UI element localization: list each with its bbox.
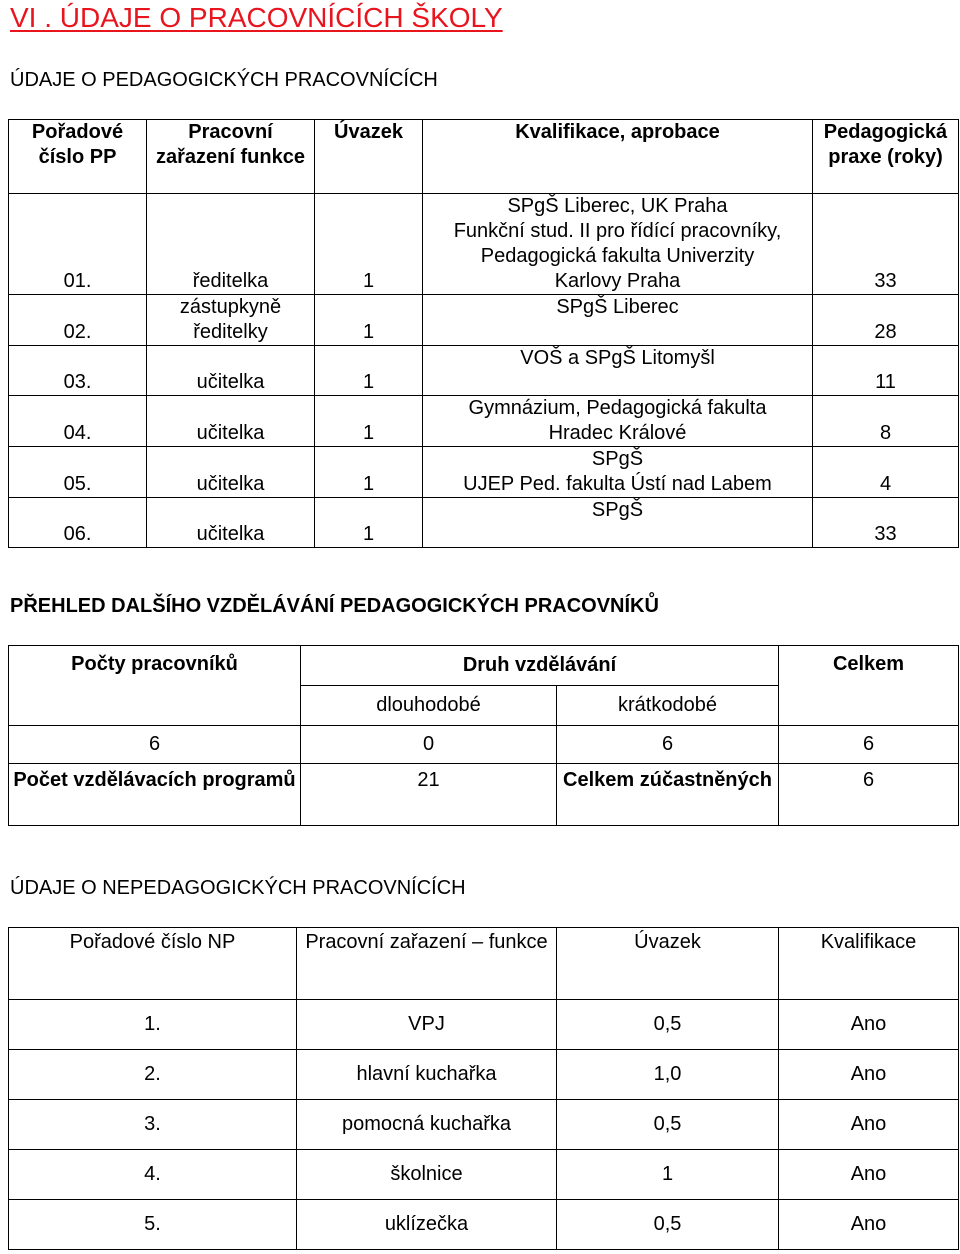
row-qualification	[423, 346, 813, 396]
row-position: učitelka	[147, 498, 315, 548]
row-qualification	[423, 498, 813, 548]
np-row-load: 0,5	[557, 1100, 779, 1150]
row-position	[147, 295, 315, 346]
table-row	[9, 194, 959, 295]
row-position: učitelka	[147, 447, 315, 498]
row-number: 02.	[9, 295, 147, 346]
np-row-qualification: Ano	[779, 1000, 959, 1050]
qualification-line: Pedagogická fakulta Univerzity	[480, 245, 755, 267]
value-long: 0	[301, 726, 557, 764]
header-load: Úvazek	[315, 120, 423, 194]
participants-value: 6	[779, 764, 959, 826]
qualification-line: SPgŠ Liberec	[556, 296, 679, 318]
np-row-load: 1,0	[557, 1050, 779, 1100]
row-number: 05.	[9, 447, 147, 498]
table-row	[9, 346, 959, 396]
row-load: 1	[315, 498, 423, 548]
np-row-number: 5.	[9, 1200, 297, 1250]
row-position: učitelka	[147, 346, 315, 396]
row-number: 06.	[9, 498, 147, 548]
np-row-number: 2.	[9, 1050, 297, 1100]
value-workers: 6	[9, 726, 301, 764]
programs-value: 21	[301, 764, 557, 826]
header-long: dlouhodobé	[301, 686, 557, 726]
np-row-load: 1	[557, 1150, 779, 1200]
header-number: Pořadové číslo PP	[9, 120, 147, 194]
non-pedagogical-table	[8, 927, 959, 1250]
header-practice: Pedagogická praxe (roky)	[813, 120, 959, 194]
pedagogical-table	[8, 119, 959, 548]
qualification-line: UJEP Ped. fakulta Ústí nad Labem	[463, 473, 772, 495]
value-short: 6	[557, 726, 779, 764]
header-position: Pracovní zařazení funkce	[147, 120, 315, 194]
row-practice: 33	[813, 194, 959, 295]
non-pedagogical-heading: ÚDAJE O NEPEDAGOGICKÝCH PRACOVNÍCÍCH	[10, 877, 466, 899]
np-header-load: Úvazek	[557, 928, 779, 1000]
page-title: VI . ÚDAJE O PRACOVNÍCÍCH ŠKOLY	[10, 2, 503, 33]
header-short: krátkodobé	[557, 686, 779, 726]
table-row	[9, 1000, 959, 1050]
qualification-line: SPgŠ	[591, 499, 644, 521]
np-row-position: uklízečka	[297, 1200, 557, 1250]
value-total: 6	[779, 726, 959, 764]
row-number: 04.	[9, 396, 147, 447]
row-practice: 4	[813, 447, 959, 498]
table-row	[9, 1200, 959, 1250]
row-qualification	[423, 396, 813, 447]
header-total: Celkem	[779, 646, 959, 726]
table-row	[9, 1150, 959, 1200]
np-header-qualification: Kvalifikace	[779, 928, 959, 1000]
row-number: 03.	[9, 346, 147, 396]
header-type: Druh vzdělávání	[301, 646, 779, 686]
header-workers: Počty pracovníků	[9, 646, 301, 726]
row-practice: 11	[813, 346, 959, 396]
np-row-qualification: Ano	[779, 1200, 959, 1250]
np-row-load: 0,5	[557, 1000, 779, 1050]
np-row-number: 3.	[9, 1100, 297, 1150]
np-row-qualification: Ano	[779, 1100, 959, 1150]
header-qualification: Kvalifikace, aprobace	[423, 120, 813, 194]
position-line: zástupkyně	[179, 296, 282, 318]
np-row-qualification: Ano	[779, 1150, 959, 1200]
row-load: 1	[315, 295, 423, 346]
table-row	[9, 1100, 959, 1150]
row-practice: 8	[813, 396, 959, 447]
qualification-line: Funkční stud. II pro řídící pracovníky,	[453, 220, 782, 242]
row-load: 1	[315, 346, 423, 396]
np-row-qualification: Ano	[779, 1050, 959, 1100]
row-qualification	[423, 447, 813, 498]
qualification-line: SPgŠ	[591, 448, 644, 470]
row-load: 1	[315, 194, 423, 295]
row-qualification	[423, 194, 813, 295]
np-row-number: 1.	[9, 1000, 297, 1050]
row-number: 01.	[9, 194, 147, 295]
programs-label: Počet vzdělávacích programů	[9, 764, 301, 826]
np-row-position: pomocná kuchařka	[297, 1100, 557, 1150]
table-row	[9, 295, 959, 346]
row-qualification	[423, 295, 813, 346]
np-row-position: hlavní kuchařka	[297, 1050, 557, 1100]
table-row	[9, 396, 959, 447]
qualification-line: Gymnázium, Pedagogická fakulta	[468, 397, 767, 419]
education-heading: PŘEHLED DALŠÍHO VZDĚLÁVÁNÍ PEDAGOGICKÝCH PRACOVNÍKŮ	[10, 595, 659, 617]
position-line: ředitelky	[193, 321, 268, 343]
row-practice: 33	[813, 498, 959, 548]
qualification-line: Hradec Králové	[548, 422, 687, 444]
np-row-position: VPJ	[297, 1000, 557, 1050]
qualification-line: Karlovy Praha	[554, 270, 681, 292]
table-row	[9, 447, 959, 498]
pedagogical-heading: ÚDAJE O PEDAGOGICKÝCH PRACOVNÍCÍCH	[10, 69, 438, 91]
np-header-position: Pracovní zařazení – funkce	[297, 928, 557, 1000]
qualification-line: SPgŠ Liberec, UK Praha	[507, 195, 728, 217]
np-row-position: školnice	[297, 1150, 557, 1200]
np-header-number: Pořadové číslo NP	[9, 928, 297, 1000]
row-position: ředitelka	[147, 194, 315, 295]
table-row	[9, 498, 959, 548]
np-row-load: 0,5	[557, 1200, 779, 1250]
np-row-number: 4.	[9, 1150, 297, 1200]
qualification-line: VOŠ a SPgŠ Litomyšl	[520, 347, 715, 369]
table-row	[9, 1050, 959, 1100]
participants-label: Celkem zúčastněných	[557, 764, 779, 826]
education-table	[8, 645, 959, 826]
row-practice: 28	[813, 295, 959, 346]
row-position: učitelka	[147, 396, 315, 447]
row-load: 1	[315, 447, 423, 498]
row-load: 1	[315, 396, 423, 447]
